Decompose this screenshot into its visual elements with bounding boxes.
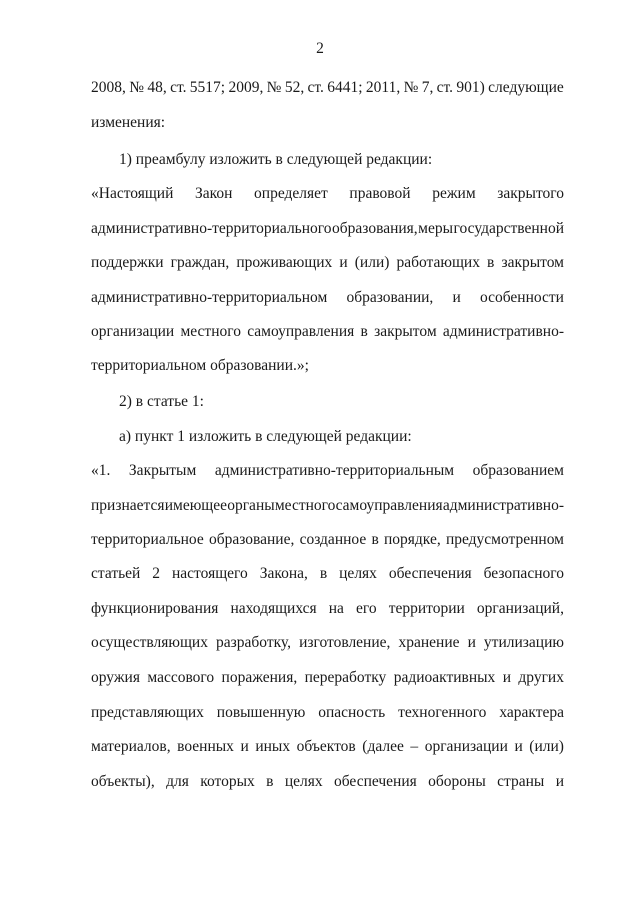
- word: целях: [339, 565, 377, 582]
- word: повышенную: [216, 704, 306, 721]
- word: поддержки: [91, 254, 164, 271]
- word: граждан,: [170, 254, 230, 271]
- word: и: [467, 634, 476, 651]
- word: материалов,: [91, 738, 171, 755]
- word: для: [166, 773, 189, 790]
- word: на: [328, 600, 344, 617]
- word: иных: [255, 738, 291, 755]
- word: административно-территориальным: [214, 462, 455, 479]
- word: целях: [284, 773, 323, 790]
- word: разработку,: [216, 634, 292, 651]
- word: (далее: [362, 738, 404, 755]
- word: самоуправления: [247, 323, 355, 340]
- word: организации: [91, 323, 175, 340]
- word: предусмотренном: [445, 531, 564, 548]
- word: объекты),: [91, 773, 155, 790]
- word: проживающих: [236, 254, 333, 271]
- word: в: [487, 254, 495, 271]
- word: обороны: [428, 773, 486, 790]
- word: закрытого: [497, 185, 564, 202]
- word: хранение: [398, 634, 460, 651]
- text-line: территориальном образовании.»;: [91, 357, 309, 374]
- word: представляющих: [91, 704, 204, 721]
- word: и: [555, 773, 564, 790]
- word: 901): [456, 79, 485, 96]
- word: административно-территориального: [91, 220, 332, 237]
- word: 5517;: [189, 79, 226, 96]
- word: переработку: [304, 669, 387, 686]
- word: в: [266, 773, 274, 790]
- word: (или): [529, 738, 564, 755]
- word: самоуправления: [335, 497, 443, 514]
- word: 6441;: [327, 79, 363, 96]
- word: территории: [388, 600, 465, 617]
- word: 2008,: [91, 79, 126, 96]
- word: других: [518, 669, 564, 686]
- text-line: [91, 599, 564, 619]
- text-line: 2) в статье 1:: [119, 393, 204, 410]
- word: и: [339, 254, 348, 271]
- word: Закон: [195, 185, 233, 202]
- word: административно-: [442, 323, 564, 340]
- text-line: [91, 288, 564, 308]
- word: которых: [200, 773, 255, 790]
- word: 48,: [147, 79, 167, 96]
- word: ст.: [436, 79, 454, 96]
- word: организации: [424, 738, 508, 755]
- text-line: [91, 633, 564, 653]
- word: техногенного: [398, 704, 487, 721]
- page-number: 2: [316, 40, 324, 57]
- word: образовании,: [346, 289, 434, 306]
- text-line: [91, 184, 564, 204]
- word: признается: [91, 497, 165, 514]
- word: имеющее: [164, 497, 227, 514]
- word: ст.: [307, 79, 324, 96]
- word: №: [266, 79, 282, 96]
- word: Закрытым: [128, 462, 197, 479]
- word: государственной: [453, 220, 564, 237]
- text-line: [91, 496, 564, 516]
- word: статьей: [91, 565, 141, 582]
- text-line: [91, 78, 564, 98]
- word: и: [452, 289, 461, 306]
- word: 2009,: [228, 79, 264, 96]
- word: изготовление,: [299, 634, 391, 651]
- word: определяет: [254, 185, 328, 202]
- word: осуществляющих: [91, 634, 208, 651]
- word: находящихся: [230, 600, 317, 617]
- word: массового: [147, 669, 215, 686]
- word: 2011,: [365, 79, 401, 96]
- text-line: изменения:: [91, 114, 166, 131]
- word: обеспечения: [334, 773, 417, 790]
- word: закрытом: [501, 254, 564, 271]
- word: опасность: [318, 704, 386, 721]
- word: и: [240, 738, 249, 755]
- word: безопасного: [483, 565, 564, 582]
- text-line: [91, 772, 564, 792]
- word: военных: [177, 738, 234, 755]
- word: работающих: [396, 254, 480, 271]
- word: административно-территориальном: [91, 289, 328, 306]
- text-line: [91, 703, 564, 723]
- word: –: [410, 738, 419, 755]
- word: и: [502, 669, 511, 686]
- text-line: [91, 530, 564, 550]
- word: образованием: [472, 462, 564, 479]
- word: в: [360, 323, 368, 340]
- word: особенности: [479, 289, 564, 306]
- word: закрытом: [374, 323, 437, 340]
- word: образования,: [332, 220, 418, 237]
- word: обеспечения: [388, 565, 472, 582]
- word: (или): [354, 254, 390, 271]
- word: его: [356, 600, 377, 617]
- word: режим: [432, 185, 476, 202]
- word: №: [129, 79, 145, 96]
- text-line: а) пункт 1 изложить в следующей редакции:: [119, 428, 412, 445]
- text-line: [91, 219, 564, 239]
- text-line: [91, 253, 564, 273]
- text-line: 1) преамбулу изложить в следующей редакции:: [119, 151, 433, 168]
- word: следующие: [488, 79, 564, 96]
- text-line: [91, 461, 564, 481]
- word: административно-: [442, 497, 564, 514]
- word: №: [403, 79, 419, 96]
- word: ст.: [170, 79, 187, 96]
- text-line: [91, 564, 564, 584]
- word: характера: [499, 704, 564, 721]
- word: настоящего: [172, 565, 248, 582]
- word: организаций,: [476, 600, 564, 617]
- text-line: [91, 737, 564, 757]
- word: и: [514, 738, 523, 755]
- word: органы: [227, 497, 275, 514]
- word: 2: [152, 565, 161, 582]
- word: оружия: [91, 669, 140, 686]
- word: утилизацию: [483, 634, 564, 651]
- word: в: [319, 565, 328, 582]
- word: территориальное: [91, 531, 204, 548]
- word: созданное: [299, 531, 367, 548]
- word: меры: [418, 220, 454, 237]
- word: страны: [497, 773, 545, 790]
- word: образование,: [208, 531, 295, 548]
- word: местного: [180, 323, 241, 340]
- word: «Настоящий: [91, 185, 174, 202]
- word: радиоактивных: [393, 669, 496, 686]
- word: 52,: [284, 79, 305, 96]
- text-line: [91, 668, 564, 688]
- word: «1.: [91, 462, 111, 479]
- text-line: [91, 322, 564, 342]
- word: в: [371, 531, 379, 548]
- word: Закона,: [259, 565, 308, 582]
- word: местного: [274, 497, 336, 514]
- word: порядке,: [384, 531, 441, 548]
- word: поражения,: [221, 669, 298, 686]
- word: объектов: [296, 738, 356, 755]
- word: функционирования: [91, 600, 219, 617]
- word: 7,: [421, 79, 434, 96]
- word: правовой: [349, 185, 411, 202]
